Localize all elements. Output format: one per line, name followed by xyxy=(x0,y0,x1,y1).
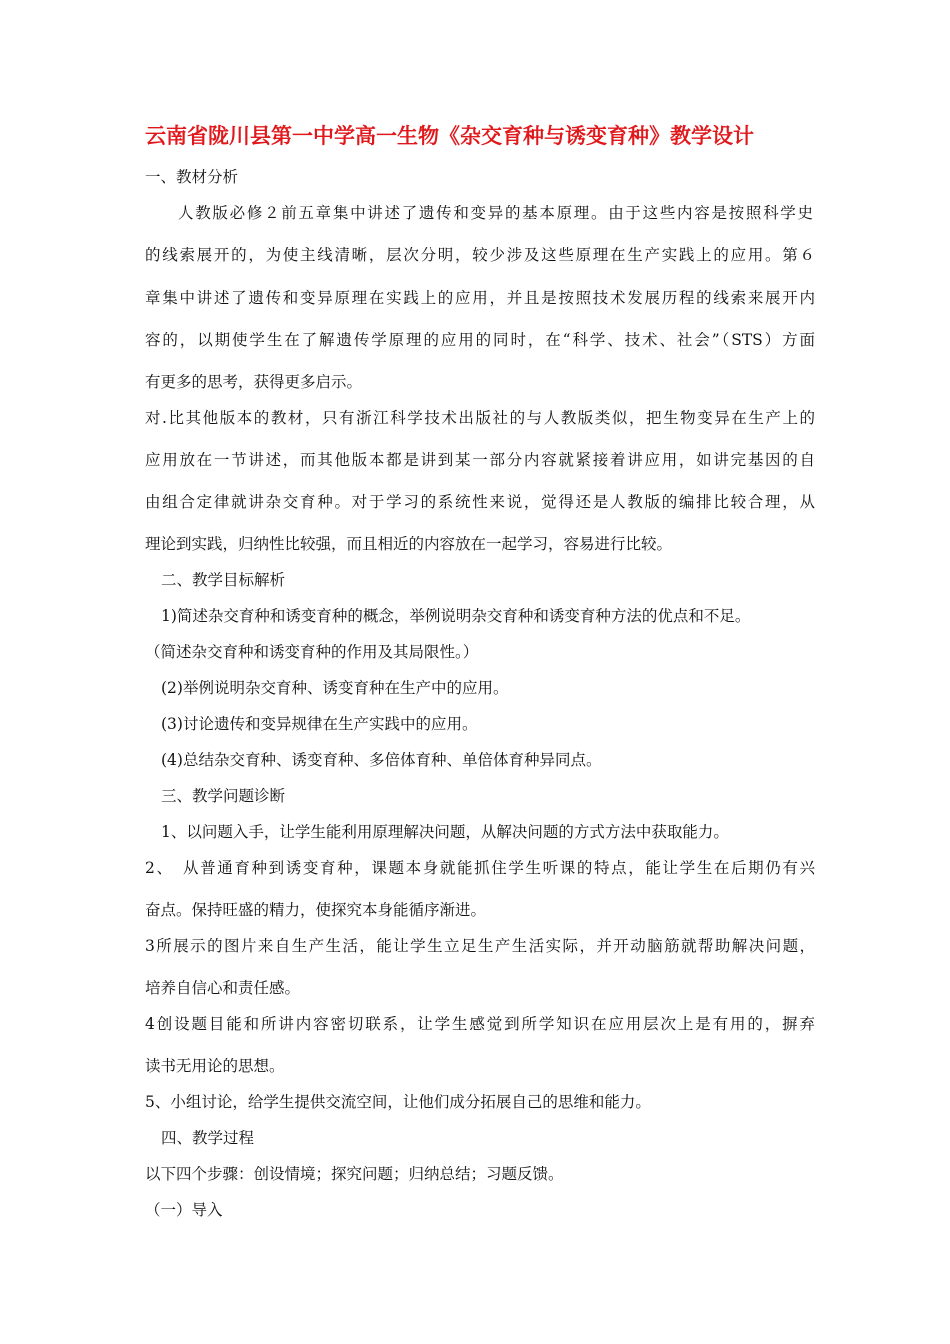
section-heading-textbook-analysis: 一、教材分析 xyxy=(145,168,239,186)
paragraph-line: 理论到实践，归纳性比较强，而且相近的内容放在一起学习，容易进行比较。 xyxy=(145,535,673,553)
section-heading-teaching-goals: 二、教学目标解析 xyxy=(161,571,286,589)
diagnosis-item: 2、 从普通育种到诱变育种，课题本身就能抓住学生听课的特点，能让学生在后期仍有兴 xyxy=(145,859,815,877)
section-heading-teaching-process: 四、教学过程 xyxy=(161,1129,255,1147)
goal-item: 1)简述杂交育种和诱变育种的概念，举例说明杂交育种和诱变育种方法的优点和不足。 xyxy=(161,607,751,625)
diagnosis-item: 1、以问题入手，让学生能利用原理解决问题，从解决问题的方式方法中获取能力。 xyxy=(161,823,729,841)
document-title: 云南省陇川县第一中学高一生物《杂交育种与诱变育种》教学设计 xyxy=(145,124,754,148)
paragraph-line: 人教版必修２前五章集中讲述了遗传和变异的基本原理。由于这些内容是按照科学史 xyxy=(178,204,813,222)
paragraph-line: 有更多的思考，获得更多启示。 xyxy=(145,373,363,391)
goal-item: (4)总结杂交育种、诱变育种、多倍体育种、单倍体育种异同点。 xyxy=(161,751,602,769)
paragraph-line: 的线索展开的，为使主线清晰，层次分明，较少涉及这些原理在生产实践上的应用。第６ xyxy=(145,246,815,264)
goal-item: (2)举例说明杂交育种、诱变育种在生产中的应用。 xyxy=(161,679,509,697)
subsection-heading-introduction: （一）导入 xyxy=(145,1201,223,1219)
paragraph-line: 对.比其他版本的教材，只有浙江科学技术出版社的与人教版类似，把生物变异在生产上的 xyxy=(145,409,815,427)
diagnosis-item: 3所展示的图片来自生产生活，能让学生立足生产生活实际，并开动脑筋就帮助解决问题， xyxy=(145,937,815,955)
paragraph-line: 读书无用论的思想。 xyxy=(145,1057,285,1075)
paragraph-line: 由组合定律就讲杂交育种。对于学习的系统性来说，觉得还是人教版的编排比较合理，从 xyxy=(145,493,815,511)
goal-note: （简述杂交育种和诱变育种的作用及其局限性。） xyxy=(145,643,479,661)
paragraph-line: 容的，以期使学生在了解遗传学原理的应用的同时，在“科学、技术、社会”（STS）方面 xyxy=(145,331,815,349)
paragraph-line: 奋点。保持旺盛的精力，使探究本身能循序渐进。 xyxy=(145,901,487,919)
paragraph-line: 以下四个步骤：创设情境；探究问题；归纳总结；习题反馈。 xyxy=(145,1165,564,1183)
goal-item: (3)讨论遗传和变异规律在生产实践中的应用。 xyxy=(161,715,478,733)
paragraph-line: 培养自信心和责任感。 xyxy=(145,979,301,997)
diagnosis-item: 4创设题目能和所讲内容密切联系，让学生感觉到所学知识在应用层次上是有用的，摒弃 xyxy=(145,1015,815,1033)
section-heading-problem-diagnosis: 三、教学问题诊断 xyxy=(161,787,286,805)
paragraph-line: 章集中讲述了遗传和变异原理在实践上的应用，并且是按照技术发展历程的线索来展开内 xyxy=(145,289,815,307)
paragraph-line: 应用放在一节讲述，而其他版本都是讲到某一部分内容就紧接着讲应用，如讲完基因的自 xyxy=(145,451,815,469)
diagnosis-item: 5、小组讨论，给学生提供交流空间，让他们成分拓展自己的思维和能力。 xyxy=(145,1093,651,1111)
